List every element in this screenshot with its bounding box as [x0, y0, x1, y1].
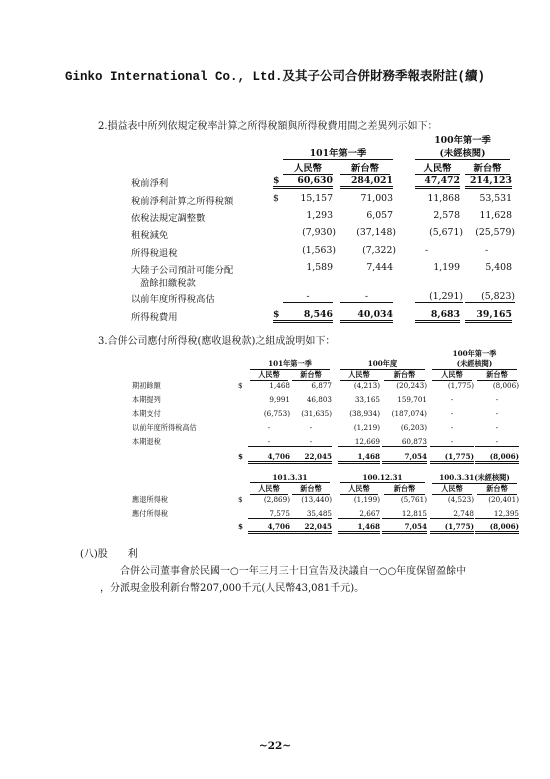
s2-label-4: 所得稅退稅 [131, 248, 178, 259]
s3-h-ntd-3: 新台幣 [477, 370, 517, 381]
rows2-cell-2-1: 22,045 [290, 522, 332, 534]
rows-cell-2-5: - [495, 409, 499, 418]
rows2-cell-2-5: (8,006) [475, 522, 519, 534]
s2-label2-5: 盈餘扣繳稅款 [140, 278, 196, 289]
s2-c2-1: 71,003 [360, 193, 393, 204]
s2-c4-5: 5,408 [485, 262, 512, 273]
rows-cell-0-0: 1,468 [269, 381, 290, 390]
s2-c3-4: - [425, 245, 429, 256]
s2-label-5: 大陸子公司預計可能分配 [131, 265, 234, 276]
s2-c2-3: (37,148) [356, 227, 396, 238]
s2-period-prior: 100年第一季 [434, 135, 491, 146]
s3-h-rmb-3: 人民幣 [432, 370, 472, 381]
s2-col-ntd-2: 新台幣 [465, 160, 510, 175]
s3-h-ntd-2: 新台幣 [384, 370, 425, 381]
s2-c4-1: 53,531 [479, 193, 512, 204]
rows-cell-3-2: (1,219) [353, 423, 380, 432]
rows2-cell-2-4: (1,775) [430, 522, 474, 534]
rows-cell-2-1: (31,635) [301, 409, 332, 418]
s2-c1-0: 60,630 [273, 175, 333, 189]
s3-h-ntd-1: 新台幣 [292, 370, 330, 381]
s2-c2-4: (7,322) [362, 245, 396, 256]
s2-period-prior-note: (未經核閱) [415, 145, 510, 160]
s3-p1: 101年第一季 [250, 359, 330, 370]
rows2-cell-1-4: 2,748 [430, 509, 474, 519]
rows-cell-4-5: - [475, 437, 519, 447]
rows-cell-1-2: 33,165 [354, 395, 380, 404]
rows2-cell-0-4: (4,523) [447, 495, 474, 504]
s2-c2-7: 40,034 [340, 309, 393, 323]
s2-cur-7: $ [273, 309, 280, 320]
rows-label-0: 期初餘額 [132, 381, 161, 390]
s3-h2-rmb-1: 人民幣 [250, 484, 288, 495]
s2-c2-5: 7,444 [366, 262, 393, 273]
rows-cur-5: $ [238, 452, 244, 461]
s2-period-current: 101年第一季 [283, 145, 393, 160]
rows2-cur-0: $ [238, 495, 243, 504]
rows2-cell-1-0: 7,575 [248, 509, 290, 519]
s2-c4-7: 39,165 [465, 309, 512, 323]
s3-p2: 100年度 [340, 359, 425, 370]
rows2-cell-1-5: 12,395 [475, 509, 519, 519]
rows2-cell-0-5: (20,401) [488, 495, 519, 504]
rows-cell-2-3: (187,074) [391, 409, 427, 418]
s3-h-rmb-2: 人民幣 [340, 370, 378, 381]
s2-c4-3: (25,579) [475, 227, 515, 238]
rows2-cell-0-0: (2,869) [263, 495, 290, 504]
s3-d1: 101.3.31 [250, 473, 330, 483]
rows-label-4: 本期退稅 [132, 437, 161, 446]
s2-c3-7: 8,683 [415, 309, 460, 323]
rows-cell-4-0: - [248, 437, 290, 447]
rows2-cell-0-1: (13,440) [301, 495, 332, 504]
s2-c1-2: 1,293 [306, 210, 333, 221]
s2-label-2: 依稅法規定調整數 [131, 213, 206, 224]
s2-c3-1: 11,868 [427, 193, 460, 204]
rows2-cell-1-2: 2,667 [338, 509, 380, 519]
rows-cur-0: $ [238, 381, 243, 390]
s2-c1-7: 8,546 [273, 309, 333, 323]
rows-cell-1-1: 46,803 [306, 395, 332, 404]
s2-c3-0: 47,472 [415, 175, 460, 189]
s2-c3-3: (5,671) [429, 227, 463, 238]
s2-c1-3: (7,930) [302, 227, 336, 238]
rows-cell-5-0: 4,706 [248, 452, 290, 464]
s3-h2-ntd-3: 新台幣 [477, 484, 517, 495]
s2-c1-6: - [283, 291, 333, 303]
rows-cell-5-4: (1,775) [430, 452, 474, 464]
s2-c3-5: 1,199 [433, 262, 460, 273]
rows-cell-2-4: - [450, 409, 454, 418]
rows-cell-0-4: (1,775) [447, 381, 474, 390]
section8-line2: ，分派現金股利新台幣207,000千元(人民幣43,081千元)。 [100, 583, 365, 594]
rows2-label-1: 應付所得稅 [132, 509, 168, 518]
rows-cell-4-1: - [290, 437, 332, 447]
rows-label-3: 以前年度所得稅高估 [132, 423, 197, 432]
s3-d2: 100.12.31 [340, 473, 425, 483]
s3-p3-note: (未經核閱) [432, 359, 517, 370]
s3-h-rmb-1: 人民幣 [250, 370, 288, 381]
section3-title: 3.合併公司應付所得稅(應收退稅款)之組成說明如下： [98, 336, 336, 347]
s2-col-rmb-2: 人民幣 [415, 160, 460, 175]
rows-cell-5-5: (8,006) [475, 452, 519, 464]
rows2-label-0: 應退所得稅 [132, 495, 168, 504]
page-title: Ginko International Co., Ltd.及其子公司合併財務季報表附註(續) [64, 70, 486, 84]
rows2-cell-2-2: 1,468 [338, 522, 380, 534]
s2-label-6: 以前年度所得稅高估 [131, 294, 215, 305]
s2-c1-4: (1,563) [302, 245, 336, 256]
s2-label-1: 稅前淨利計算之所得稅額 [131, 196, 234, 207]
s2-c1-1: 15,157 [300, 193, 333, 204]
rows-cell-4-2: 12,669 [338, 437, 380, 447]
rows-cell-1-3: 159,701 [397, 395, 427, 404]
s3-h2-ntd-2: 新台幣 [384, 484, 425, 495]
rows-cell-0-5: (8,006) [492, 381, 519, 390]
rows2-cell-1-1: 35,485 [290, 509, 332, 519]
section8-heading: (八)股 利 [80, 549, 138, 560]
rows-cell-1-4: - [450, 395, 454, 404]
s2-c2-2: 6,057 [366, 210, 393, 221]
s2-c3-2: 2,578 [433, 210, 460, 221]
s2-c4-6: (5,823) [465, 291, 515, 303]
s2-label-0: 稅前淨利 [131, 178, 169, 189]
rows-cell-0-3: (20,243) [396, 381, 427, 390]
rows2-cell-2-0: 4,706 [248, 522, 290, 534]
rows2-cell-2-3: 7,054 [382, 522, 427, 534]
rows2-cell-0-2: (1,199) [353, 495, 380, 504]
rows-cell-3-5: - [495, 423, 499, 432]
s2-c2-0: 284,021 [340, 175, 393, 189]
s2-label-3: 租稅減免 [131, 230, 169, 241]
s2-cur-1: $ [273, 193, 279, 204]
rows2-cell-1-3: 12,815 [382, 509, 427, 519]
rows-cell-5-1: 22,045 [290, 452, 332, 464]
rows-cell-4-4: - [430, 437, 474, 447]
rows-cell-4-3: 60,873 [382, 437, 427, 447]
rows-cell-0-1: 6,877 [311, 381, 332, 390]
s3-h2-ntd-1: 新台幣 [292, 484, 330, 495]
rows-cell-1-0: 9,991 [269, 395, 290, 404]
rows-cell-3-0: - [267, 423, 271, 432]
page-number: ~22~ [258, 740, 292, 752]
rows-cell-3-4: - [450, 423, 454, 432]
s2-c4-4: - [485, 245, 489, 256]
s3-d3: 100.3.31(未經核閱) [432, 473, 517, 484]
s3-h2-rmb-3: 人民幣 [432, 484, 472, 495]
s2-c4-2: 11,628 [479, 210, 512, 221]
rows2-cell-0-3: (5,761) [400, 495, 427, 504]
s2-cur-0: $ [273, 175, 280, 186]
section2-title: 2.損益表中所列依規定稅率計算之所得稅額與所得稅費用間之差異列示如下： [98, 121, 438, 132]
rows-label-2: 本期支付 [132, 409, 161, 418]
s2-label-7: 所得稅費用 [131, 312, 178, 323]
rows-label-1: 本期提列 [132, 395, 161, 404]
s2-c4-0: 214,123 [465, 175, 512, 189]
rows-cell-0-2: (4,213) [353, 381, 380, 390]
s2-c3-6: (1,291) [415, 291, 463, 303]
rows-cell-5-2: 1,468 [338, 452, 380, 464]
section8-line1: 合併公司董事會於民國一○一年三月三十日宣告及決議自一○○年度保留盈餘中 [120, 566, 467, 577]
rows-cell-3-1: - [309, 423, 313, 432]
rows-cell-5-3: 7,054 [382, 452, 427, 464]
rows-cell-3-3: (6,203) [400, 423, 427, 432]
s3-p3: 100年第一季 [452, 349, 497, 358]
s3-h2-rmb-2: 人民幣 [340, 484, 378, 495]
rows2-cur-2: $ [238, 522, 244, 531]
s2-col-rmb-1: 人民幣 [283, 160, 333, 175]
rows-cell-2-0: (6,753) [263, 409, 290, 418]
s2-c1-5: 1,589 [306, 262, 333, 273]
s2-c2-6: - [340, 291, 393, 303]
rows-cell-1-5: - [495, 395, 499, 404]
s2-col-ntd-1: 新台幣 [340, 160, 390, 175]
rows-cell-2-2: (38,934) [349, 409, 380, 418]
